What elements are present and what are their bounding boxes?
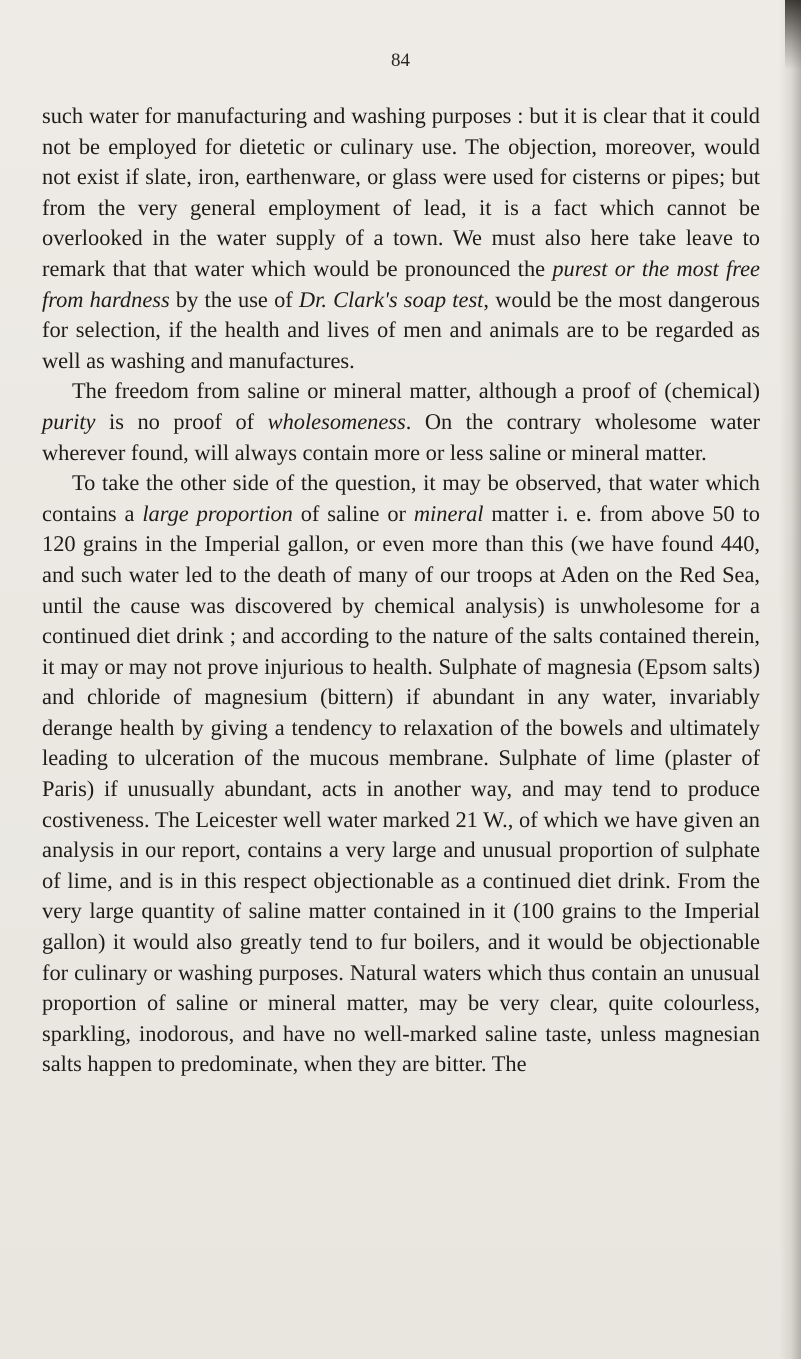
paragraph-3-text: of saline or <box>292 500 414 526</box>
paragraph-1-text: , would be the most dangerous for selection, if the health and lives of men and animals are to be regarded as well as washing and manufactures. <box>42 286 760 373</box>
paragraph-3-italic-mineral: mineral <box>413 500 484 526</box>
paragraph-2-italic-wholesomeness: wholesomeness <box>267 408 406 434</box>
paragraph-2 <box>42 376 760 468</box>
paragraph-3-italic-large-proportion: large proportion <box>142 500 293 526</box>
paragraph-3 <box>42 468 760 1080</box>
paragraph-2-text: is no proof of <box>95 408 268 434</box>
paragraph-1 <box>42 101 760 376</box>
page-number: 84 <box>391 50 410 71</box>
paragraph-1-text: such water for manufacturing and washing purposes : but it is clear that it could not be employed for dietetic or culinary use. The objection, moreover, would not exist if slate, iron, earthenware, or glass were used for cisterns or pipes; but from the very general employment of lead, it is a fact which cannot be overlooked in the water supply of a town. We must also here take leave to remark that that water which would be pronounced the <box>42 103 760 281</box>
paragraph-2-text: . On the contrary wholesome water wherever found, will always contain more or less saline or mineral matter. <box>42 408 760 465</box>
paragraph-3-text: To take the other side of the question, it may be observed, that water which contains a <box>42 470 760 526</box>
paragraph-1-italic-purest: purest or the most free from hardness <box>42 255 760 312</box>
paragraph-2-text: The freedom from saline or mineral matter, although a proof of (chemical) <box>72 378 760 404</box>
paragraph-1-text: by the use of <box>169 286 299 312</box>
paragraph-2-italic-purity: purity <box>42 408 96 434</box>
paragraph-1-italic-soap-test: Dr. Clark's soap test <box>298 286 484 312</box>
paragraph-3-text: matter i. e. from above 50 to 120 grains in the Imperial gallon, or even more than this (we have found 440, and such water led to the death of many of our troops at Aden on the Red Sea, until the cause was discovered by chemical analysis) is unwholesome for a continued diet drink ; and according to the nature of the salts contained therein, it may or may not prove injurious to health. Sulphate of magnesia (Epsom salts) and chloride of magnesium (bittern) if abundant in any water, invariably derange health by giving a tendency to relaxation of the bowels and ultimately leading to ulceration of the mucous membrane. Sulphate of lime (plaster of Paris) if unusually abundant, acts in another way, and may tend to produce costiveness. The Leicester well water marked 21 W., of which we have given an analysis in our report, contains a very large and unusual proportion of sulphate of lime, and is in this respect objectionable as a continued diet drink. From the very large quantity of saline matter contained in it (100 grains to the Imperial gallon) it would also greatly tend to fur boilers, and it would be objectionable for culinary or washing purposes. Natural waters which thus contain an unusual proportion of saline or mineral matter, may be very clear, quite colourless, sparkling, inodorous, and have no well-marked saline taste, unless magnesian salts happen to predominate, when they are bitter. The <box>42 500 760 1077</box>
body-text <box>42 101 760 1080</box>
page-edge-shadow <box>779 0 801 1359</box>
